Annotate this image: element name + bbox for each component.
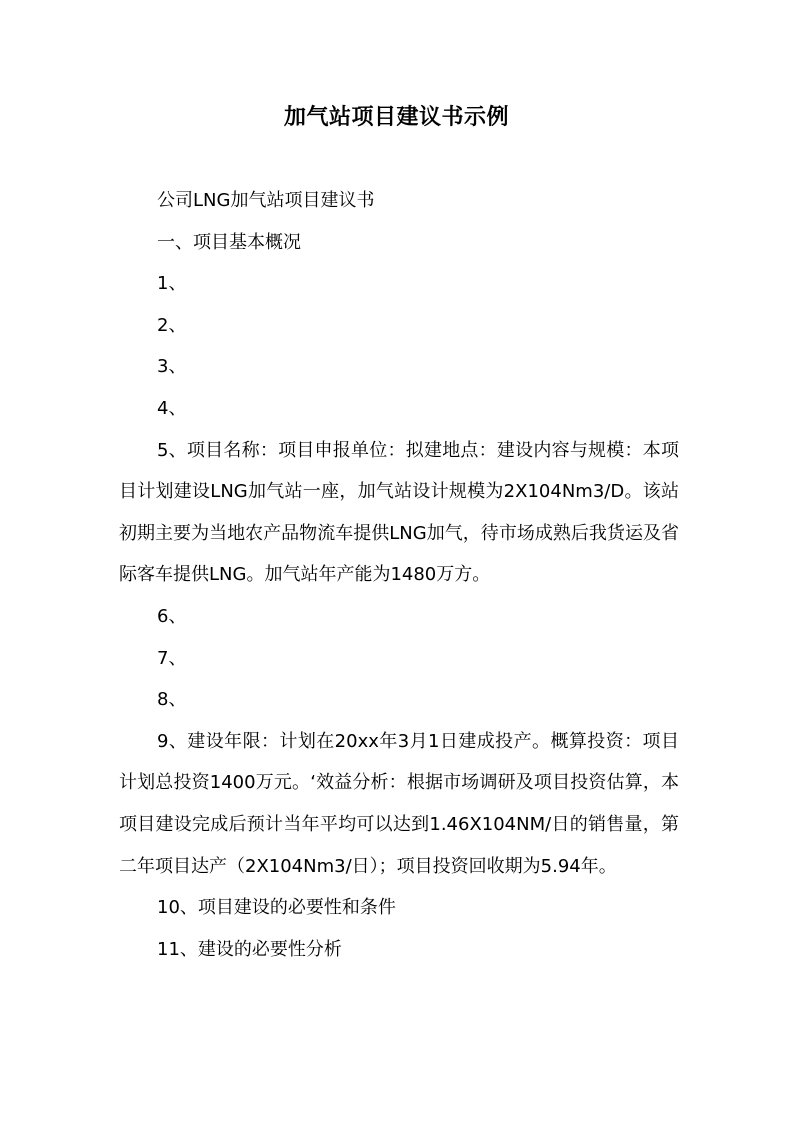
list-item: 10、项目建设的必要性和条件	[157, 897, 396, 919]
list-item: 8、	[157, 689, 187, 711]
subtitle-paragraph: 公司LNG加气站项目建议书	[157, 190, 375, 211]
list-item: 11、建设的必要性分析	[157, 938, 342, 960]
list-item: 6、	[157, 605, 187, 627]
list-item-project-info: 5、项目名称：项目申报单位：拟建地点：建设内容与规模：本项目计划建设LNG加气站一座，加气站设计规模为2X104Nm3/D。该站初期主要为当地农产品物流车提供LNG加气，待市场成熟后我货运及省际客车提供LNG。加气站年产能为1480万方。	[119, 439, 679, 586]
section-heading: 一、项目基本概况	[157, 231, 301, 253]
list-item: 7、	[157, 647, 187, 669]
list-item: 3、	[157, 356, 187, 378]
list-item: 1、	[157, 273, 187, 295]
document-body	[119, 180, 679, 970]
document-title: 加气站项目建议书示例	[283, 105, 509, 130]
list-item-schedule-investment: 9、建设年限：计划在20xx年3月1日建成投产。概算投资：项目计划总投资1400万元。‘效益分析：根据市场调研及项目投资估算，本项目建设完成后预计当年平均可以达到1.46X104NM/日的销售量，第二年项目达产（2X104Nm3/日）；项目投资回收期为5.94年。	[119, 730, 679, 877]
list-item: 4、	[157, 397, 187, 419]
list-item: 2、	[157, 314, 187, 336]
